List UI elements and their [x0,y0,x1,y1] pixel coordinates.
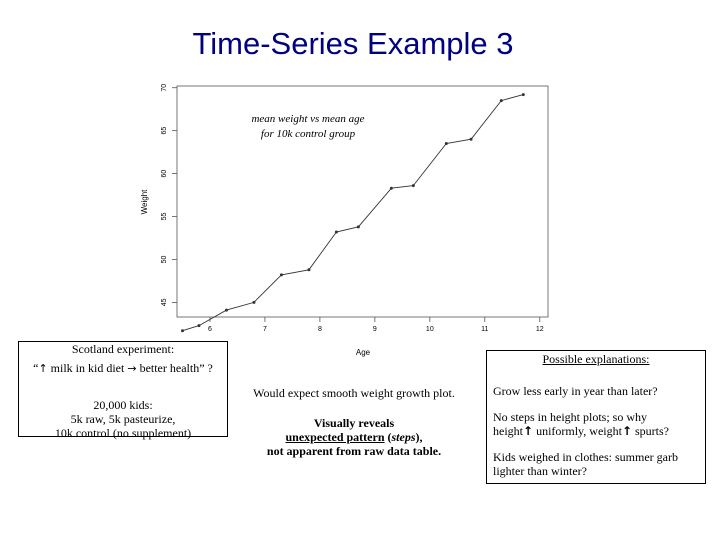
up-arrow-icon: ↑ [38,362,48,375]
data-point [357,225,360,228]
quote-open: “ [33,361,39,375]
x-tick-label: 12 [535,326,544,333]
kids-line-2: 5k raw, 5k pasteurize, [70,412,176,426]
pattern-line [248,430,460,444]
chart-caption [218,112,398,142]
chart-caption-line-1: mean weight vs mean age [251,113,365,125]
right-arrow-icon: → [127,362,137,375]
data-point [252,301,255,304]
data-point [522,93,525,96]
explanations-heading: Possible explanations: [542,352,650,366]
up-arrow-icon: ↑ [621,424,632,438]
data-point [280,273,283,276]
data-point [181,329,184,332]
up-arrow-icon: ↑ [523,424,534,438]
y-tick-label: 70 [161,83,168,92]
expectation-line: Would expect smooth weight growth plot. [253,386,455,400]
steps-text: steps [391,430,416,444]
y-tick-label: 45 [161,298,168,307]
observation-text [248,386,460,458]
x-tick-label: 10 [425,326,434,333]
x-tick-label: 11 [481,326,489,333]
y-tick-label: 60 [161,169,168,178]
not-apparent-line: not apparent from raw data table. [266,444,442,458]
x-tick-label: 7 [262,326,267,333]
data-point [470,138,473,141]
health-text: better health” ? [139,361,213,375]
experiment-heading: Scotland experiment: [71,342,175,356]
paren-close: ), [415,430,423,444]
explanation-3-line-2: lighter than winter? [493,464,587,478]
y-tick-label: 50 [161,255,168,264]
explanation-1: Grow less early in year than later? [493,384,658,398]
kids-line-3: 10k control (no supplement) [54,426,192,440]
y-tick-label: 65 [161,126,168,135]
explanation-2 [487,410,705,438]
paren-open: ( [384,430,392,444]
data-point [412,184,415,187]
data-point [225,309,228,312]
x-tick-label: 9 [372,326,377,333]
spurts-text: spurts? [632,424,669,438]
kids-line-1: 20,000 kids: [93,398,153,412]
uniformly-text: uniformly, weight [533,424,622,438]
experiment-hypothesis [19,361,227,376]
explanation-2-line-2 [493,424,705,438]
data-point [197,324,200,327]
explanations-box [486,350,706,484]
explanation-3 [487,450,705,478]
explanation-3-line-1: Kids weighed in clothes: summer garb [493,450,678,464]
milk-text: milk in kid diet [47,361,128,375]
y-tick-label: 55 [161,212,168,221]
height-word: height [493,424,523,438]
data-point [390,187,393,190]
chart-caption-line-2: for 10k control group [260,128,356,140]
data-point [500,99,503,102]
experiment-box [18,341,228,440]
x-tick-label: 8 [317,326,322,333]
data-point [445,142,448,145]
slide-title: Time-Series Example 3 [192,26,514,61]
x-axis-label: Age [355,348,371,357]
reveals-line: Visually reveals [313,416,395,430]
data-point [307,268,310,271]
x-tick-label: 6 [208,326,212,333]
unexpected-pattern-text: unexpected pattern [285,430,385,444]
y-axis-label: Weight [140,189,149,215]
data-point [335,230,338,233]
explanation-2-line-1: No steps in height plots; so why [493,410,648,424]
